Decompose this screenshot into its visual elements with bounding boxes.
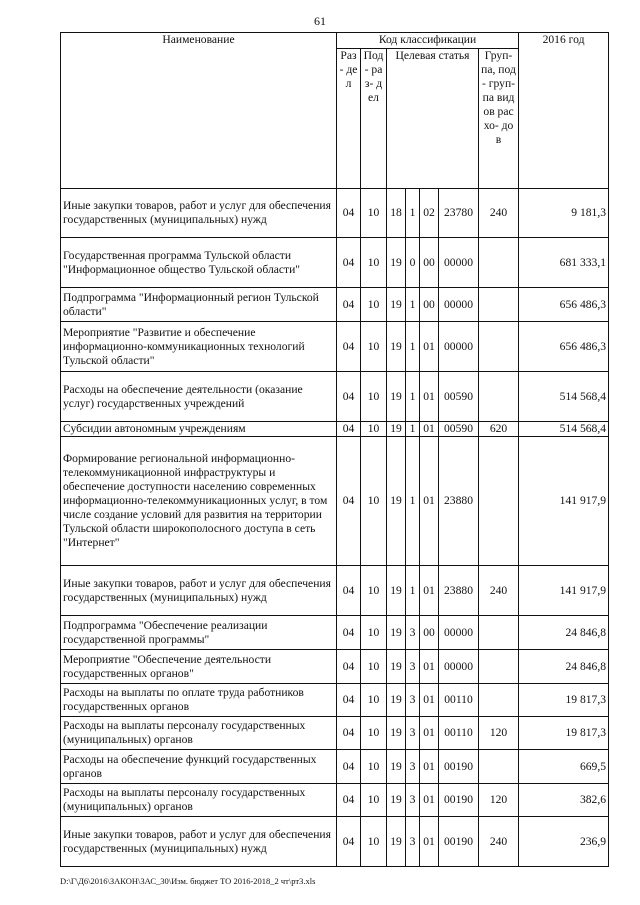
header-subsection: Под- раз- дел [361,49,387,189]
table-row [61,784,609,817]
row-amount: 24 846,8 [519,616,609,650]
row-name: Субсидии автономным учреждениям [61,422,337,437]
row-section: 04 [337,372,361,422]
row-target-direction: 00590 [439,422,479,437]
row-target-program: 19 [387,650,406,684]
row-target-program: 19 [387,616,406,650]
header-name: Наименование [61,33,337,189]
row-target-direction: 00000 [439,322,479,372]
row-section: 04 [337,750,361,784]
table-row [61,422,609,437]
row-subsection: 10 [361,189,387,238]
row-target-program: 19 [387,322,406,372]
row-target-main-event: 01 [420,650,439,684]
row-amount: 19 817,3 [519,717,609,750]
header-section: Раз- дел [337,49,361,189]
row-target-program: 19 [387,784,406,817]
row-target-program: 19 [387,566,406,616]
row-amount: 141 917,9 [519,566,609,616]
row-target-direction: 00110 [439,717,479,750]
row-section: 04 [337,784,361,817]
row-expense-group [479,650,519,684]
row-target-subprogram: 3 [406,750,420,784]
row-section: 04 [337,238,361,288]
row-subsection: 10 [361,684,387,717]
row-target-direction: 00000 [439,238,479,288]
row-section: 04 [337,437,361,566]
row-target-subprogram: 3 [406,616,420,650]
row-target-program: 19 [387,437,406,566]
row-amount: 656 486,3 [519,322,609,372]
row-target-program: 19 [387,372,406,422]
row-target-program: 19 [387,422,406,437]
budget-table [60,32,609,867]
row-subsection: 10 [361,817,387,867]
row-expense-group [479,437,519,566]
row-expense-group: 120 [479,717,519,750]
row-target-direction: 00190 [439,750,479,784]
header-target: Целевая статья [387,49,479,189]
table-row [61,288,609,322]
row-subsection: 10 [361,717,387,750]
row-target-subprogram: 0 [406,238,420,288]
row-name: Государственная программа Тульской области "Информационное общество Тульской области" [61,238,337,288]
row-amount: 24 846,8 [519,650,609,684]
row-target-direction: 23880 [439,566,479,616]
row-expense-group: 240 [479,566,519,616]
row-target-main-event: 01 [420,750,439,784]
row-name: Иные закупки товаров, работ и услуг для обеспечения государственных (муниципальных) нужд [61,817,337,867]
row-expense-group [479,322,519,372]
row-name: Иные закупки товаров, работ и услуг для обеспечения государственных (муниципальных) нужд [61,566,337,616]
row-target-direction: 00000 [439,650,479,684]
row-expense-group [479,750,519,784]
row-target-subprogram: 1 [406,322,420,372]
table-row [61,650,609,684]
row-subsection: 10 [361,437,387,566]
row-target-program: 19 [387,817,406,867]
row-expense-group [479,288,519,322]
row-amount: 382,6 [519,784,609,817]
row-target-main-event: 02 [420,189,439,238]
row-section: 04 [337,650,361,684]
row-amount: 9 181,3 [519,189,609,238]
row-name: Мероприятие "Обеспечение деятельности государственных органов" [61,650,337,684]
row-target-direction: 23880 [439,437,479,566]
row-section: 04 [337,717,361,750]
row-name: Мероприятие "Развитие и обеспечение информационно-коммуникационных технологий Тульской области" [61,322,337,372]
header-year: 2016 год [519,33,609,189]
row-target-program: 18 [387,189,406,238]
row-target-main-event: 01 [420,372,439,422]
row-amount: 236,9 [519,817,609,867]
table-row [61,684,609,717]
row-target-subprogram: 3 [406,784,420,817]
header-row-top [61,33,609,49]
table-row [61,616,609,650]
row-subsection: 10 [361,650,387,684]
row-target-main-event: 01 [420,422,439,437]
row-target-subprogram: 1 [406,189,420,238]
table-row [61,817,609,867]
row-subsection: 10 [361,784,387,817]
row-amount: 656 486,3 [519,288,609,322]
row-section: 04 [337,616,361,650]
row-target-direction: 00190 [439,784,479,817]
row-target-subprogram: 3 [406,684,420,717]
page-number: 61 [314,14,326,28]
row-name: Расходы на выплаты по оплате труда работников государственных органов [61,684,337,717]
table-row [61,238,609,288]
row-target-direction: 00000 [439,288,479,322]
row-target-subprogram: 1 [406,372,420,422]
row-section: 04 [337,684,361,717]
row-expense-group: 240 [479,817,519,867]
row-target-subprogram: 3 [406,650,420,684]
row-section: 04 [337,566,361,616]
row-target-main-event: 01 [420,566,439,616]
row-target-program: 19 [387,717,406,750]
row-expense-group: 120 [479,784,519,817]
row-expense-group: 620 [479,422,519,437]
table-row [61,189,609,238]
table-row [61,566,609,616]
row-target-subprogram: 1 [406,422,420,437]
row-target-main-event: 01 [420,684,439,717]
row-target-main-event: 00 [420,288,439,322]
row-name: Расходы на обеспечение деятельности (оказание услуг) государственных учреждений [61,372,337,422]
table-row [61,322,609,372]
row-target-subprogram: 3 [406,717,420,750]
row-subsection: 10 [361,566,387,616]
row-subsection: 10 [361,422,387,437]
row-expense-group [479,616,519,650]
row-section: 04 [337,422,361,437]
row-target-program: 19 [387,684,406,717]
row-amount: 514 568,4 [519,372,609,422]
row-target-direction: 00190 [439,817,479,867]
row-subsection: 10 [361,616,387,650]
row-subsection: 10 [361,750,387,784]
table-row [61,372,609,422]
row-target-direction: 00110 [439,684,479,717]
row-name: Расходы на выплаты персоналу государственных (муниципальных) органов [61,717,337,750]
row-subsection: 10 [361,288,387,322]
row-target-subprogram: 1 [406,437,420,566]
row-target-main-event: 01 [420,717,439,750]
table-row [61,750,609,784]
row-section: 04 [337,288,361,322]
row-target-main-event: 00 [420,616,439,650]
row-target-main-event: 01 [420,784,439,817]
row-subsection: 10 [361,238,387,288]
row-name: Иные закупки товаров, работ и услуг для обеспечения государственных (муниципальных) нужд [61,189,337,238]
file-path-footer: D:\Г\Д6\2016\ЗАКОН\ЗАС_30\Изм. бюджет ТО 2016-2018_2 чт\рт3.xls [60,876,316,886]
header-code: Код классификации [337,33,519,49]
row-amount: 681 333,1 [519,238,609,288]
row-amount: 141 917,9 [519,437,609,566]
row-target-program: 19 [387,288,406,322]
row-target-subprogram: 1 [406,566,420,616]
row-target-main-event: 01 [420,817,439,867]
row-name: Расходы на обеспечение функций государственных органов [61,750,337,784]
row-target-main-event: 00 [420,238,439,288]
row-amount: 669,5 [519,750,609,784]
row-name: Подпрограмма "Информационный регион Тульской области" [61,288,337,322]
table-body [61,189,609,867]
row-section: 04 [337,817,361,867]
row-name: Формирование региональной информационно-телекоммуникационной инфраструктуры и обеспечение доступности населению современных информационно-телекоммуникационных услуг, в том числе создание условий для развития на территории Тульской области широкополосного доступа в сеть "Интернет" [61,437,337,566]
row-expense-group [479,684,519,717]
header-group: Груп- па, под- груп- па видов расхо- дов [479,49,519,189]
table-row [61,437,609,566]
row-target-main-event: 01 [420,322,439,372]
row-name: Подпрограмма "Обеспечение реализации государственной программы" [61,616,337,650]
row-target-program: 19 [387,750,406,784]
row-expense-group [479,372,519,422]
row-amount: 19 817,3 [519,684,609,717]
row-subsection: 10 [361,322,387,372]
row-target-program: 19 [387,238,406,288]
row-target-subprogram: 3 [406,817,420,867]
row-expense-group [479,238,519,288]
row-name: Расходы на выплаты персоналу государственных (муниципальных) органов [61,784,337,817]
row-target-main-event: 01 [420,437,439,566]
row-section: 04 [337,322,361,372]
table-row [61,717,609,750]
row-subsection: 10 [361,372,387,422]
row-target-direction: 00590 [439,372,479,422]
row-amount: 514 568,4 [519,422,609,437]
row-target-direction: 00000 [439,616,479,650]
row-target-direction: 23780 [439,189,479,238]
row-section: 04 [337,189,361,238]
row-expense-group: 240 [479,189,519,238]
row-target-subprogram: 1 [406,288,420,322]
